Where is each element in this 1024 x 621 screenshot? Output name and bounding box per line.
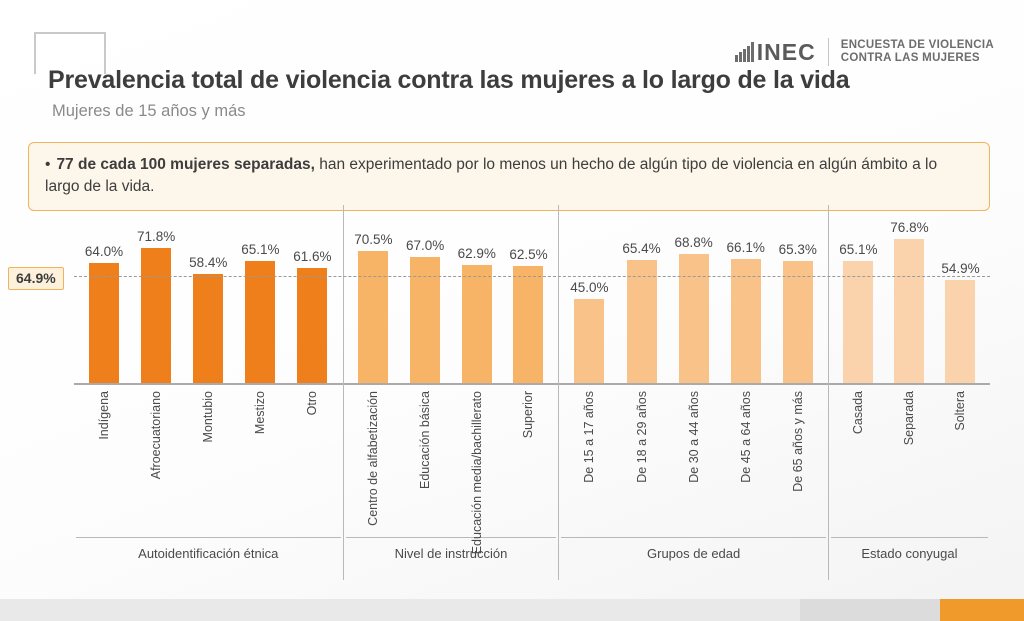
- category-label-text: Superior: [521, 390, 536, 438]
- category-label-text: De 30 a 44 años: [686, 390, 701, 483]
- bar-value-label: 65.3%: [778, 241, 817, 257]
- callout-rest: han experimentado por lo menos un hecho de algún tipo de violencia en algún ámbito a lo largo de la vida.: [45, 156, 938, 195]
- category-label: [87, 385, 121, 537]
- brand-block: [735, 38, 994, 66]
- bar-value-label: 64.0%: [84, 244, 124, 259]
- footer-accent-orange: [940, 599, 1024, 621]
- bar-item[interactable]: [293, 205, 332, 383]
- bar[interactable]: [574, 299, 604, 383]
- chart: [0, 205, 1024, 580]
- category-label: [781, 385, 815, 537]
- footer-bar: [0, 599, 1024, 621]
- group-title: Grupos de edad: [561, 537, 826, 561]
- bar-item[interactable]: [941, 205, 980, 383]
- bar-item[interactable]: [457, 205, 496, 383]
- survey-name-line1: ENCUESTA DE VIOLENCIA: [840, 39, 994, 51]
- bar-item[interactable]: [622, 205, 661, 383]
- category-label: [191, 385, 225, 537]
- category-label: [356, 385, 390, 537]
- category-label-text: Soltera: [953, 390, 968, 431]
- bar-value-label: 68.8%: [674, 235, 713, 250]
- category-label: [625, 385, 659, 537]
- category-label: [729, 385, 763, 537]
- key-finding-callout: [28, 142, 990, 211]
- category-label: [139, 385, 173, 537]
- group-bars: [829, 205, 990, 383]
- bar-item[interactable]: [674, 205, 713, 383]
- bars-logo-icon: [735, 42, 754, 62]
- page-title: Prevalencia total de violencia contra las mujeres a lo largo de la vida: [48, 66, 850, 94]
- bar[interactable]: [679, 254, 709, 383]
- category-label-text: Indígena: [97, 390, 112, 440]
- category-label: [677, 385, 711, 537]
- bar-value-label: 65.1%: [839, 241, 878, 257]
- group-category-labels: [829, 385, 990, 537]
- category-label-text: Casada: [851, 390, 866, 434]
- category-label-text: De 18 a 29 años: [634, 390, 649, 483]
- group-title: Estado conyugal: [831, 537, 988, 561]
- bar-value-label: 67.0%: [405, 238, 445, 254]
- category-label-text: De 65 años y más: [790, 390, 805, 492]
- bar-item[interactable]: [509, 205, 548, 383]
- callout-text: [45, 154, 973, 198]
- bar-value-label: 58.4%: [189, 254, 228, 270]
- bar[interactable]: [462, 265, 492, 383]
- bar-item[interactable]: [241, 205, 280, 383]
- slide-header: [34, 28, 1000, 128]
- category-label-text: Afroecuatoriano: [149, 390, 164, 479]
- bar-item[interactable]: [137, 205, 176, 383]
- bar-value-label: 65.1%: [241, 241, 280, 257]
- bar-item[interactable]: [778, 205, 817, 383]
- category-label: [511, 385, 545, 537]
- page-subtitle: Mujeres de 15 años y más: [52, 102, 246, 120]
- category-label: [572, 385, 606, 537]
- category-label-text: Separada: [902, 390, 917, 445]
- category-label: [295, 385, 329, 537]
- bar-value-label: 66.1%: [726, 240, 765, 256]
- bar-item[interactable]: [405, 205, 445, 383]
- category-label: [841, 385, 875, 537]
- reference-line: [74, 276, 990, 277]
- bar-item[interactable]: [189, 205, 228, 383]
- survey-name: [841, 39, 994, 65]
- bar-item[interactable]: [354, 205, 393, 383]
- inec-logo: [735, 39, 816, 65]
- bar[interactable]: [783, 261, 813, 383]
- bar-item[interactable]: [839, 205, 878, 383]
- category-label-text: De 45 a 64 años: [738, 390, 753, 483]
- group-bars: [74, 205, 343, 383]
- chart-group: [828, 205, 990, 580]
- bar[interactable]: [89, 263, 119, 383]
- category-label: [408, 385, 442, 537]
- bar-value-label: 70.5%: [354, 231, 393, 247]
- brand-divider: [828, 38, 829, 66]
- category-label: [243, 385, 277, 537]
- group-bars: [559, 205, 828, 383]
- bar-value-label: 62.9%: [457, 246, 496, 262]
- category-label: [892, 385, 926, 537]
- bar[interactable]: [245, 261, 275, 383]
- inec-logo-text: INEC: [756, 39, 816, 65]
- category-label-text: Montubio: [201, 390, 216, 442]
- bar-value-label: 61.6%: [293, 248, 332, 264]
- bar-value-label: 71.8%: [137, 229, 176, 245]
- bar-value-label: 54.9%: [941, 261, 980, 277]
- category-label-text: Otro: [305, 390, 320, 415]
- category-label-text: Educación básica: [418, 390, 433, 489]
- group-bars: [344, 205, 559, 383]
- group-title: Nivel de instrucción: [346, 537, 557, 561]
- callout-bullet: •: [45, 156, 51, 173]
- callout-bold: 77 de cada 100 mujeres separadas,: [56, 156, 315, 173]
- group-category-labels: [74, 385, 343, 537]
- category-label-text: Educación media/bachillerato: [469, 390, 484, 554]
- chart-group: [74, 205, 343, 580]
- bar[interactable]: [297, 268, 327, 384]
- reference-line-label: 64.9%: [8, 267, 64, 290]
- bar-item[interactable]: [84, 205, 124, 383]
- bar[interactable]: [894, 239, 924, 383]
- bar[interactable]: [945, 280, 975, 383]
- bar[interactable]: [731, 259, 761, 383]
- group-category-labels: [559, 385, 828, 537]
- bar[interactable]: [193, 274, 223, 384]
- category-label-text: Mestizo: [253, 390, 268, 434]
- chart-group: [343, 205, 559, 580]
- footer-accent-gray: [800, 599, 940, 621]
- bar-item[interactable]: [890, 205, 929, 383]
- category-label-text: De 15 a 17 años: [582, 390, 597, 483]
- group-title: Autoidentificación étnica: [76, 537, 341, 561]
- bar[interactable]: [513, 266, 543, 383]
- category-label: [460, 385, 494, 554]
- category-label: [943, 385, 977, 537]
- bar[interactable]: [627, 260, 657, 383]
- bar-value-label: 76.8%: [890, 220, 929, 235]
- survey-name-line2: CONTRA LAS MUJERES: [840, 52, 980, 64]
- chart-groups: [74, 205, 990, 580]
- bar[interactable]: [843, 261, 873, 383]
- chart-group: [558, 205, 828, 580]
- bar-value-label: 45.0%: [570, 279, 609, 295]
- bar-value-label: 62.5%: [509, 246, 548, 262]
- bar-item[interactable]: [726, 205, 765, 383]
- bar[interactable]: [141, 248, 171, 383]
- bar[interactable]: [358, 251, 388, 383]
- bar-item[interactable]: [570, 205, 609, 383]
- bar-value-label: 65.4%: [622, 241, 661, 257]
- category-label-text: Centro de alfabetización: [366, 390, 381, 526]
